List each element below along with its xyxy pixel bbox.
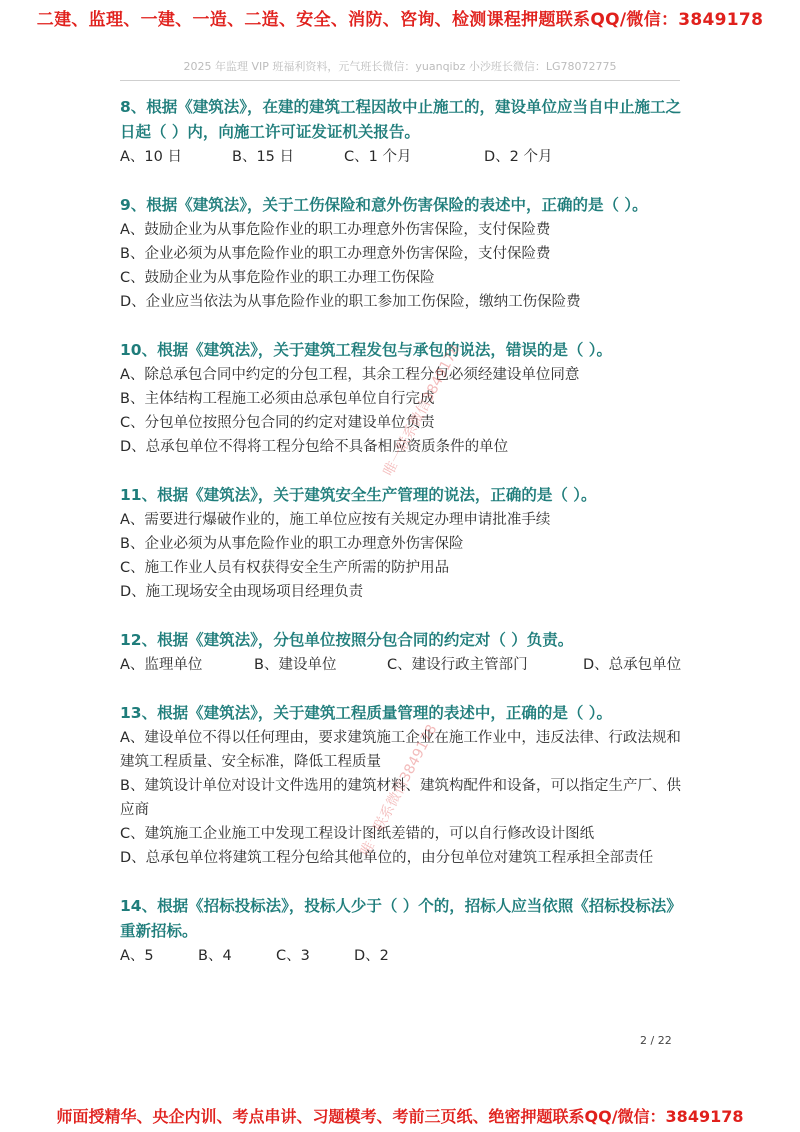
option-b: B、15 日: [232, 149, 295, 165]
option-a: A、5: [120, 948, 154, 964]
option-c: C、分包单位按照分包合同的约定对建设单位负责: [120, 415, 435, 431]
option-a: A、鼓励企业为从事危险作业的职工办理意外伤害保险，支付保险费: [120, 222, 551, 238]
option-c: C、1 个月: [344, 149, 412, 165]
option-b: B、企业必须为从事危险作业的职工办理意外伤害保险: [120, 536, 464, 552]
question-9: [120, 193, 685, 314]
option-d: D、施工现场安全由现场项目经理负责: [120, 584, 364, 600]
question-stem: 9、根据《建筑法》，关于工伤保险和意外伤害保险的表述中，正确的是（ ）。: [120, 196, 648, 214]
option-b: B、建筑设计单位对设计文件选用的建筑材料、建筑构配件和设备，可以指定生产厂、供应商: [120, 778, 681, 818]
question-stem: 13、根据《建筑法》，关于建筑工程质量管理的表述中，正确的是（ ）。: [120, 704, 612, 722]
question-14: [120, 894, 685, 968]
running-header: 2025 年监理 VIP 班福利资料，元气班长微信：yuanqibz 小沙班长微信：LG78072775: [120, 58, 680, 81]
question-11: [120, 483, 685, 604]
question-stem: 14、根据《招标投标法》，投标人少于（ ）个的，招标人应当依照《招标投标法》重新招标。: [120, 897, 682, 940]
option-d: D、总承包单位将建筑工程分包给其他单位的，由分包单位对建筑工程承担全部责任: [120, 850, 654, 866]
question-stem: 10、根据《建筑法》，关于建筑工程发包与承包的说法，错误的是（ ）。: [120, 341, 612, 359]
option-b: B、主体结构工程施工必须由总承包单位自行完成: [120, 391, 435, 407]
page-number: 2 / 22: [640, 1034, 672, 1047]
option-a: A、除总承包合同中约定的分包工程，其余工程分包必须经建设单位同意: [120, 367, 580, 383]
option-c: C、鼓励企业为从事危险作业的职工办理工伤保险: [120, 270, 435, 286]
option-d: D、企业应当依法为从事危险作业的职工参加工伤保险，缴纳工伤保险费: [120, 294, 581, 310]
bottom-contact-banner: 师面授精华、央企内训、考点串讲、习题模考、考前三页纸、绝密押题联系QQ/微信：3849178: [56, 1107, 744, 1126]
option-c: C、3: [276, 948, 310, 964]
question-stem: 8、根据《建筑法》，在建的建筑工程因故中止施工的，建设单位应当自中止施工之日起（ ）内，向施工许可证发证机关报告。: [120, 98, 682, 141]
option-c: C、建设行政主管部门: [387, 657, 528, 673]
option-c: C、建筑施工企业施工中发现工程设计图纸差错的，可以自行修改设计图纸: [120, 826, 595, 842]
question-stem: 12、根据《建筑法》，分包单位按照分包合同的约定对（ ）负责。: [120, 631, 574, 649]
option-c: C、施工作业人员有权获得安全生产所需的防护用品: [120, 560, 450, 576]
option-a: A、10 日: [120, 149, 182, 165]
option-d: D、总承包单位: [583, 657, 682, 673]
question-8: [120, 95, 685, 169]
option-b: B、4: [198, 948, 232, 964]
top-contact-banner: 二建、监理、一建、一造、二造、安全、消防、咨询、检测课程押题联系QQ/微信：3849178: [36, 10, 764, 30]
watermark-lower: 唯一联系微信3849178: [357, 722, 441, 859]
option-b: B、企业必须为从事危险作业的职工办理意外伤害保险，支付保险费: [120, 246, 551, 262]
option-b: B、建设单位: [254, 657, 337, 673]
watermark-upper: 唯一联系微信3849178: [380, 342, 464, 479]
question-12: [120, 628, 685, 677]
option-a: A、建设单位不得以任何理由，要求建筑施工企业在施工作业中，违反法律、行政法规和建筑工程质量、安全标准，降低工程质量: [120, 730, 681, 770]
option-row: [120, 145, 685, 169]
option-a: A、监理单位: [120, 657, 203, 673]
question-stem: 11、根据《建筑法》，关于建筑安全生产管理的说法，正确的是（ ）。: [120, 486, 597, 504]
option-a: A、需要进行爆破作业的，施工单位应按有关规定办理申请批准手续: [120, 512, 551, 528]
question-list: [120, 95, 685, 992]
option-row: [120, 944, 685, 968]
option-d: D、2: [354, 948, 389, 964]
option-d: D、总承包单位不得将工程分包给不具备相应资质条件的单位: [120, 439, 509, 455]
option-d: D、2 个月: [484, 149, 553, 165]
option-row: [120, 653, 685, 677]
